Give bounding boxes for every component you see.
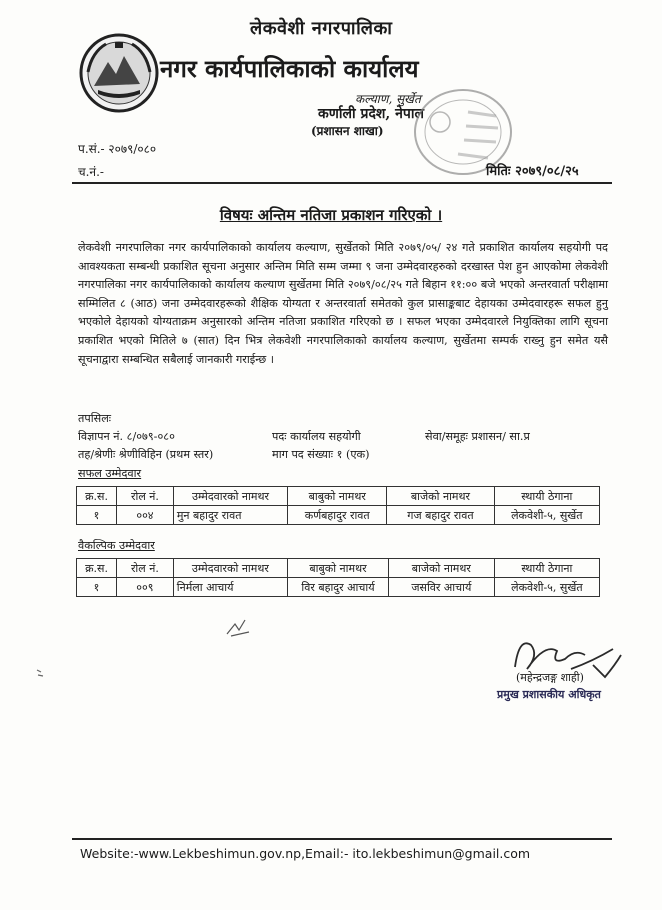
office-name: नगर कार्यपालिकाको कार्यालय bbox=[160, 54, 419, 83]
col-roll: रोल नं. bbox=[117, 559, 174, 578]
footer-divider bbox=[72, 838, 612, 840]
letter-date: मितिः २०७९/०८/२५ bbox=[486, 164, 579, 179]
cell-roll: ००४ bbox=[117, 506, 174, 525]
cell-grandfather: गज बहादुर रावत bbox=[387, 506, 494, 525]
cell-serial: १ bbox=[77, 506, 117, 525]
col-roll: रोल नं. bbox=[117, 487, 174, 506]
header-divider bbox=[72, 182, 612, 184]
col-grandfather: बाजेको नामथर bbox=[388, 559, 494, 578]
cell-grandfather: जसविर आचार्य bbox=[388, 578, 494, 597]
municipality-name: लेकवेशी नगरपालिका bbox=[250, 18, 393, 39]
footer-contact: Website:-www.Lekbeshimun.gov.np,Email:- ito.lekbeshimun@gmail.com bbox=[80, 846, 531, 861]
office-location: कल्याण, सुर्खेत bbox=[355, 92, 421, 106]
cell-father: कर्णबहादुर रावत bbox=[288, 506, 387, 525]
details-label: तपसिलः bbox=[78, 412, 112, 425]
col-serial: क्र.स. bbox=[77, 487, 117, 506]
table-row bbox=[77, 578, 600, 597]
cell-address: लेकवेशी-५, सुर्खेत bbox=[494, 578, 599, 597]
subject-line bbox=[0, 205, 662, 225]
table-header-row bbox=[77, 559, 600, 578]
cell-address: लेकवेशी-५, सुर्खेत bbox=[494, 506, 599, 525]
dash-mark-icon bbox=[35, 668, 47, 678]
cell-candidate: मुन बहादुर रावत bbox=[173, 506, 287, 525]
col-father: बाबुको नामथर bbox=[288, 487, 387, 506]
alternate-candidates-table bbox=[76, 558, 600, 597]
cell-father: विर बहादुर आचार्य bbox=[287, 578, 388, 597]
table-header-row bbox=[77, 487, 600, 506]
branch-name: (प्रशासन शाखा) bbox=[311, 124, 384, 138]
signatory-name: (महेन्द्रजङ्ग शाही) bbox=[516, 671, 584, 684]
col-address: स्थायी ठेगाना bbox=[494, 559, 599, 578]
col-address: स्थायी ठेगाना bbox=[494, 487, 599, 506]
alternate-caption: वैकल्पिक उम्मेदवार bbox=[78, 539, 155, 552]
table-row bbox=[77, 506, 600, 525]
level-class: तह/श्रेणीः श्रेणीविहिन (प्रथम स्तर) bbox=[78, 448, 214, 461]
dispatch-number: च.नं.- bbox=[78, 165, 104, 179]
required-posts: माग पद संख्याः १ (एक) bbox=[272, 448, 370, 461]
province-name: कर्णाली प्रदेश, नेपाल bbox=[318, 106, 424, 122]
subject-text: विषयः अन्तिम नतिजा प्रकाशन गरिएको । bbox=[219, 206, 443, 224]
successful-candidates-table bbox=[76, 486, 600, 525]
nepal-emblem-icon bbox=[78, 32, 160, 114]
successful-caption: सफल उम्मेदवार bbox=[78, 467, 142, 480]
col-candidate: उम्मेदवारको नामथर bbox=[173, 559, 287, 578]
signatory-designation: प्रमुख प्रशासकीय अधिकृत bbox=[497, 688, 601, 701]
post-name: पदः कार्यालय सहयोगी bbox=[272, 430, 361, 443]
cell-roll: ००९ bbox=[117, 578, 174, 597]
body-paragraph: लेकवेशी नगरपालिका नगर कार्यपालिकाको कार्यालय कल्याण, सुर्खेतको मिति २०७९/०५/ २४ गते प्रकाशित कार्यालय सहयोगी पद आवश्यकता सम्बन्धी प्रकाशित सूचना अनुसार अन्तिम मिति सम्म जम्मा ९ जना उम्मेदवारहरुको दरखास्त पेश हुन आएकोमा लेकवेशी नगरपालिका नगर कार्यपालिकाको कार्यालय कल्याण सुर्खेतमा मिति २०७९/०८/२५ गते बिहान ११:०० बजे भएको अन्तरवार्ता परीक्षामा सम्मिलित ८ (आठ) जना उम्मेदवारहरूको शैक्षिक योग्यता र अन्तरवार्ता समेतको कुल प्रासाङ्कबाट देहायका उम्मेदवारहरू सफल हुनु भएकोले देहायको योग्यताक्रम अनुसारको अन्तिम नतिजा प्रकाशित गरिएको छ । सफल भएका उम्मेदवारले नियुक्तिका लागि सूचना प्रकाशित भएको मितिले ७ (सात) दिन भित्र लेकवेशी नगरपालिकाको कार्यालय कल्याण, सुर्खेतमा सम्पर्क राख्नु हुन समेत यसै सूचनाद्वारा सम्बन्धित सबैलाई जानकारी गराईन्छ । bbox=[78, 241, 608, 366]
cell-serial: १ bbox=[77, 578, 117, 597]
col-grandfather: बाजेको नामथर bbox=[387, 487, 494, 506]
col-serial: क्र.स. bbox=[77, 559, 117, 578]
scribble-mark-icon bbox=[225, 616, 255, 638]
col-candidate: उम्मेदवारको नामथर bbox=[173, 487, 287, 506]
letter-number: प.सं.- २०७९/०८० bbox=[78, 142, 157, 156]
advertisement-number: विज्ञापन नं. ८/०७९-०८० bbox=[78, 430, 175, 443]
col-father: बाबुको नामथर bbox=[287, 559, 388, 578]
cell-candidate: निर्मला आचार्य bbox=[173, 578, 287, 597]
service-group: सेवा/समूहः प्रशासन/ सा.प्र bbox=[425, 430, 530, 443]
